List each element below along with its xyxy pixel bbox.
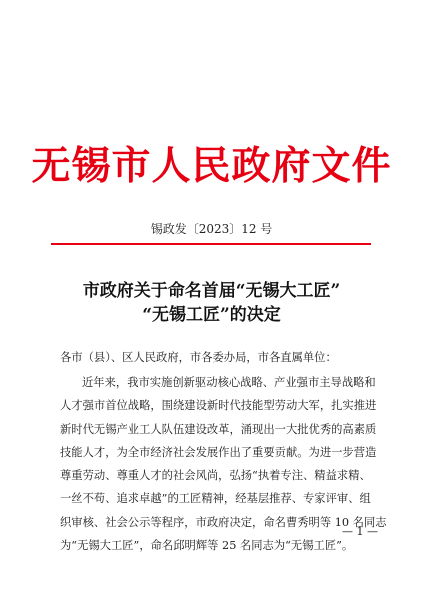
- body-line: 人才强市首位战略，围绕建设新时代技能型劳动大军，扎实推进: [60, 399, 377, 413]
- salutation: 各市（县）、区人民政府，市各委办局，市各直属单位：: [60, 351, 337, 364]
- document-title: [0, 279, 423, 327]
- body-line: 为“无锡大工匠”，命名邱明辉等 25 名同志为“无锡工匠”。: [60, 539, 354, 553]
- page-number: — 1 —: [342, 525, 378, 538]
- body-line: 新时代无锡产业工人队伍建设改革，涌现出一大批优秀的高素质: [60, 422, 377, 436]
- body-line: 近年来，我市实施创新驱动核心战略、产业强市主导战略和: [82, 376, 376, 389]
- document-masthead: 无锡市人民政府文件: [31, 143, 392, 189]
- body-line: 尊重劳动、尊重人才的社会风尚，弘扬“执着专注、精益求精、: [60, 469, 371, 483]
- document-number: 锡政发〔2023〕12 号: [150, 222, 273, 236]
- body-line: 一丝不苟、追求卓越”的工匠精神，经基层推荐、专家评审、组: [60, 492, 371, 506]
- document-title-line-1: 市政府关于命名首届“无锡大工匠”: [82, 281, 341, 301]
- body-line: 织审核、社会公示等程序，市政府决定，命名曹秀明等 10 名同志: [60, 515, 387, 529]
- document-title-line-2: “无锡工匠”的决定: [142, 305, 281, 325]
- body-line: 技能人才，为全市经济社会发展作出了重要贡献。为进一步营造: [60, 445, 377, 459]
- red-divider-rule: [51, 243, 371, 245]
